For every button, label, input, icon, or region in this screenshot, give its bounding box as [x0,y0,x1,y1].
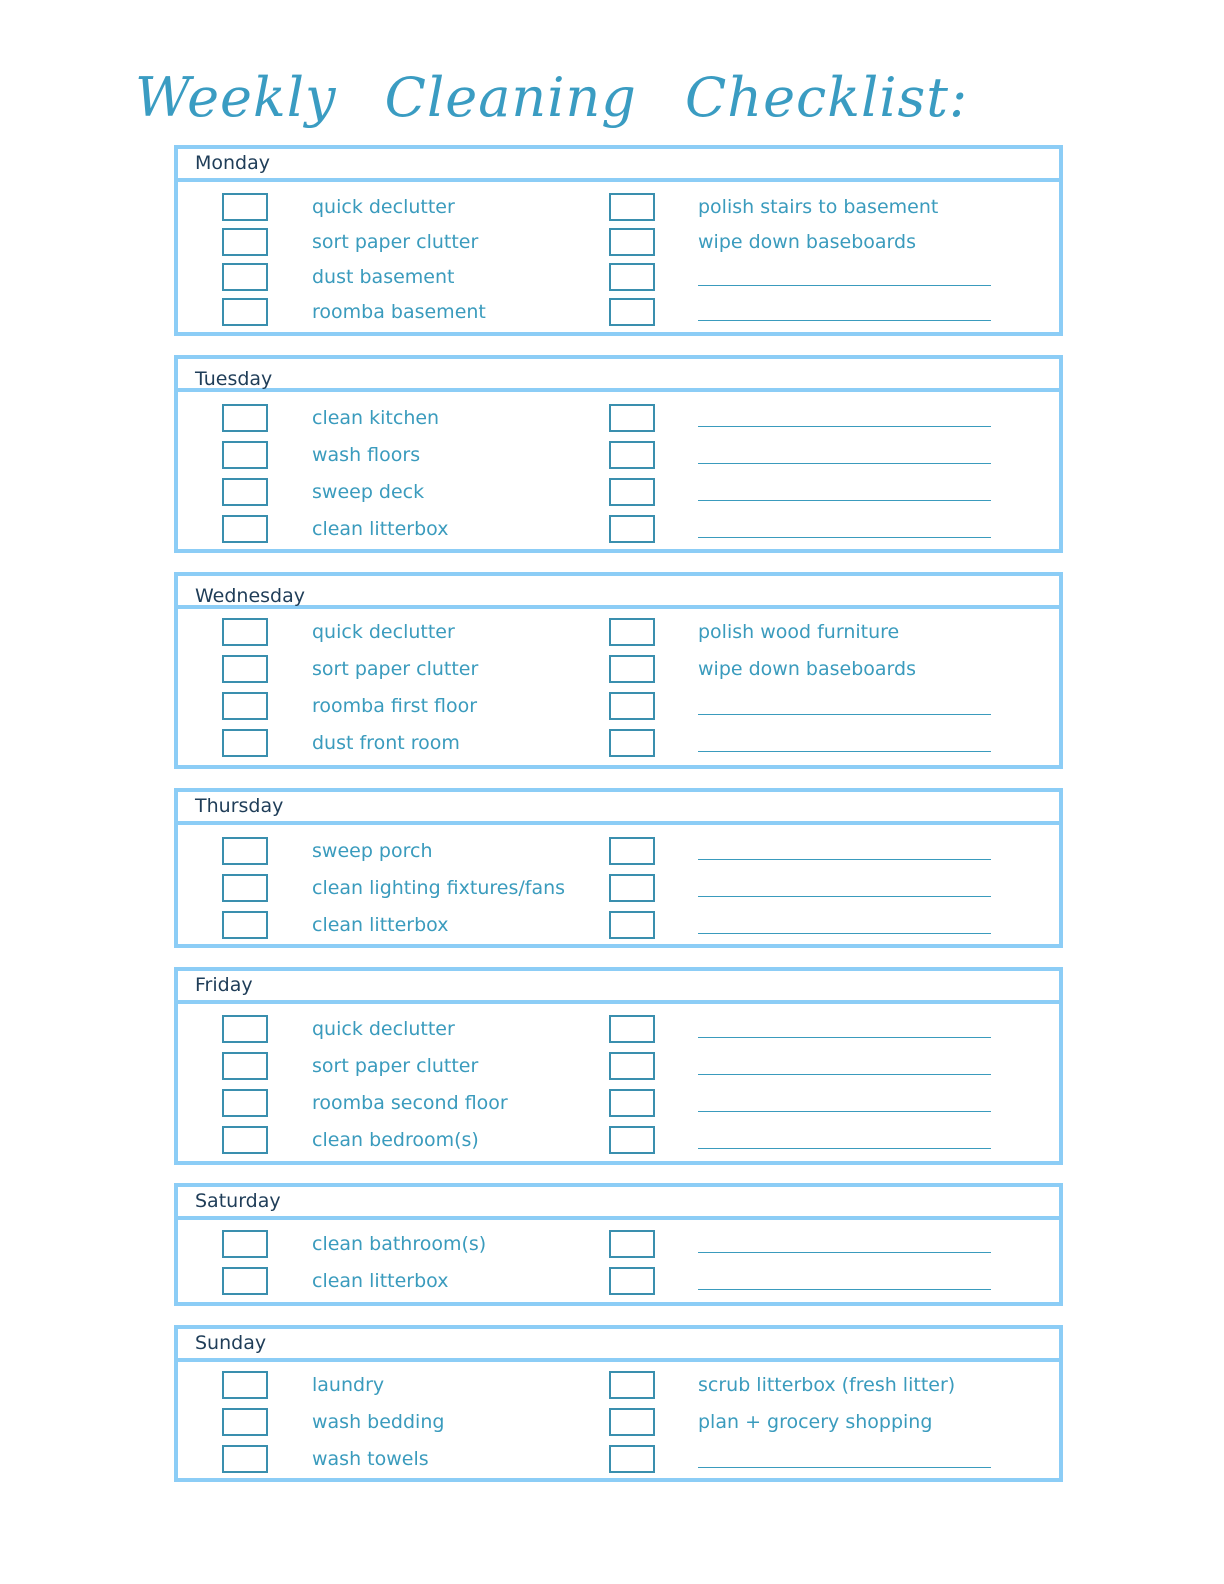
task-checkbox[interactable] [609,729,655,757]
task-checkbox[interactable] [222,729,268,757]
task-row [178,441,1059,469]
blank-task-line[interactable] [698,500,991,501]
task-checkbox[interactable] [609,228,655,256]
task-label: clean litterbox [312,518,449,540]
task-checkbox[interactable] [222,1126,268,1154]
task-checkbox[interactable] [609,911,655,939]
task-label: sort paper clutter [312,231,479,253]
task-checkbox[interactable] [222,478,268,506]
blank-task-line[interactable] [698,426,991,427]
task-checkbox[interactable] [222,1052,268,1080]
task-row [178,1371,1059,1399]
blank-task-line[interactable] [698,1289,991,1290]
day-header: Friday [178,971,1059,1004]
task-checkbox[interactable] [222,874,268,902]
blank-task-line[interactable] [698,285,991,286]
task-row [178,1015,1059,1043]
task-row [178,404,1059,432]
task-label: wash floors [312,444,421,466]
task-checkbox[interactable] [609,515,655,543]
task-label: sweep deck [312,481,425,503]
task-checkbox[interactable] [222,692,268,720]
day-card-thursday [174,788,1063,948]
task-row [178,263,1059,291]
blank-task-line[interactable] [698,714,991,715]
task-label: quick declutter [312,621,455,643]
task-checkbox[interactable] [222,193,268,221]
day-header: Saturday [178,1187,1059,1220]
task-label: clean bedroom(s) [312,1129,479,1151]
task-checkbox[interactable] [609,263,655,291]
task-checkbox[interactable] [609,874,655,902]
task-label: quick declutter [312,196,455,218]
task-row [178,193,1059,221]
task-checkbox[interactable] [222,1267,268,1295]
task-label: clean lighting fixtures/fans [312,877,566,899]
blank-task-line[interactable] [698,320,991,321]
task-checkbox[interactable] [222,515,268,543]
task-checkbox[interactable] [609,193,655,221]
task-checkbox[interactable] [222,1230,268,1258]
task-label: polish wood furniture [698,621,900,643]
task-checkbox[interactable] [222,655,268,683]
day-card-monday [174,145,1063,336]
task-checkbox[interactable] [222,1445,268,1473]
task-row [178,478,1059,506]
day-card-sunday [174,1325,1063,1482]
day-card-friday [174,967,1063,1165]
day-header: Wednesday [178,576,1059,609]
task-row [178,1267,1059,1295]
task-row [178,618,1059,646]
task-label: sort paper clutter [312,1055,479,1077]
task-checkbox[interactable] [222,618,268,646]
task-checkbox[interactable] [609,441,655,469]
task-label: roomba first floor [312,695,478,717]
task-checkbox[interactable] [222,1015,268,1043]
task-label: dust basement [312,266,455,288]
task-label: clean litterbox [312,1270,449,1292]
task-checkbox[interactable] [609,837,655,865]
task-checkbox[interactable] [609,1408,655,1436]
blank-task-line[interactable] [698,751,991,752]
task-checkbox[interactable] [609,1015,655,1043]
task-label: wipe down baseboards [698,658,916,680]
task-row [178,1445,1059,1473]
task-label: plan + grocery shopping [698,1411,933,1433]
task-row [178,515,1059,543]
task-checkbox[interactable] [222,404,268,432]
blank-task-line[interactable] [698,463,991,464]
blank-task-line[interactable] [698,1252,991,1253]
task-label: roomba second floor [312,1092,508,1114]
task-row [178,729,1059,757]
task-checkbox[interactable] [609,1089,655,1117]
task-checkbox[interactable] [609,1371,655,1399]
task-checkbox[interactable] [609,655,655,683]
day-header: Thursday [178,792,1059,825]
task-checkbox[interactable] [222,1089,268,1117]
task-label: clean kitchen [312,407,440,429]
day-card-tuesday [174,355,1063,553]
task-checkbox[interactable] [609,298,655,326]
task-row [178,1230,1059,1258]
blank-task-line[interactable] [698,1148,991,1149]
blank-task-line[interactable] [698,933,991,934]
day-header: Sunday [178,1329,1059,1362]
task-label: sort paper clutter [312,658,479,680]
task-label: clean bathroom(s) [312,1233,487,1255]
task-checkbox[interactable] [222,911,268,939]
blank-task-line[interactable] [698,1074,991,1075]
task-row [178,911,1059,939]
task-checkbox[interactable] [222,441,268,469]
blank-task-line[interactable] [698,896,991,897]
task-checkbox[interactable] [609,618,655,646]
task-checkbox[interactable] [609,1445,655,1473]
day-header: Monday [178,149,1059,182]
task-checkbox[interactable] [609,404,655,432]
task-row [178,298,1059,326]
task-checkbox[interactable] [222,1371,268,1399]
task-row [178,837,1059,865]
task-checkbox[interactable] [222,228,268,256]
task-row [178,874,1059,902]
task-label: wash towels [312,1448,429,1470]
task-label: wipe down baseboards [698,231,916,253]
task-label: quick declutter [312,1018,455,1040]
task-checkbox[interactable] [609,478,655,506]
task-label: wash bedding [312,1411,445,1433]
task-label: dust front room [312,732,460,754]
blank-task-line[interactable] [698,1467,991,1468]
task-row [178,1126,1059,1154]
task-checkbox[interactable] [609,1052,655,1080]
task-label: polish stairs to basement [698,196,939,218]
blank-task-line[interactable] [698,1037,991,1038]
task-checkbox[interactable] [609,1230,655,1258]
task-checkbox[interactable] [222,837,268,865]
task-row [178,692,1059,720]
task-checkbox[interactable] [609,1126,655,1154]
task-row [178,1408,1059,1436]
task-checkbox[interactable] [222,298,268,326]
task-row [178,655,1059,683]
blank-task-line[interactable] [698,859,991,860]
task-checkbox[interactable] [222,1408,268,1436]
task-row [178,228,1059,256]
page-title: Weekly Cleaning Checklist: [135,66,969,129]
task-label: scrub litterbox (fresh litter) [698,1374,956,1396]
blank-task-line[interactable] [698,1111,991,1112]
task-label: sweep porch [312,840,433,862]
blank-task-line[interactable] [698,537,991,538]
task-label: laundry [312,1374,385,1396]
task-row [178,1052,1059,1080]
task-label: clean litterbox [312,914,449,936]
day-card-wednesday [174,572,1063,769]
task-row [178,1089,1059,1117]
day-header: Tuesday [178,359,1059,392]
task-label: roomba basement [312,301,486,323]
day-card-saturday [174,1183,1063,1306]
task-checkbox[interactable] [609,1267,655,1295]
task-checkbox[interactable] [609,692,655,720]
task-checkbox[interactable] [222,263,268,291]
